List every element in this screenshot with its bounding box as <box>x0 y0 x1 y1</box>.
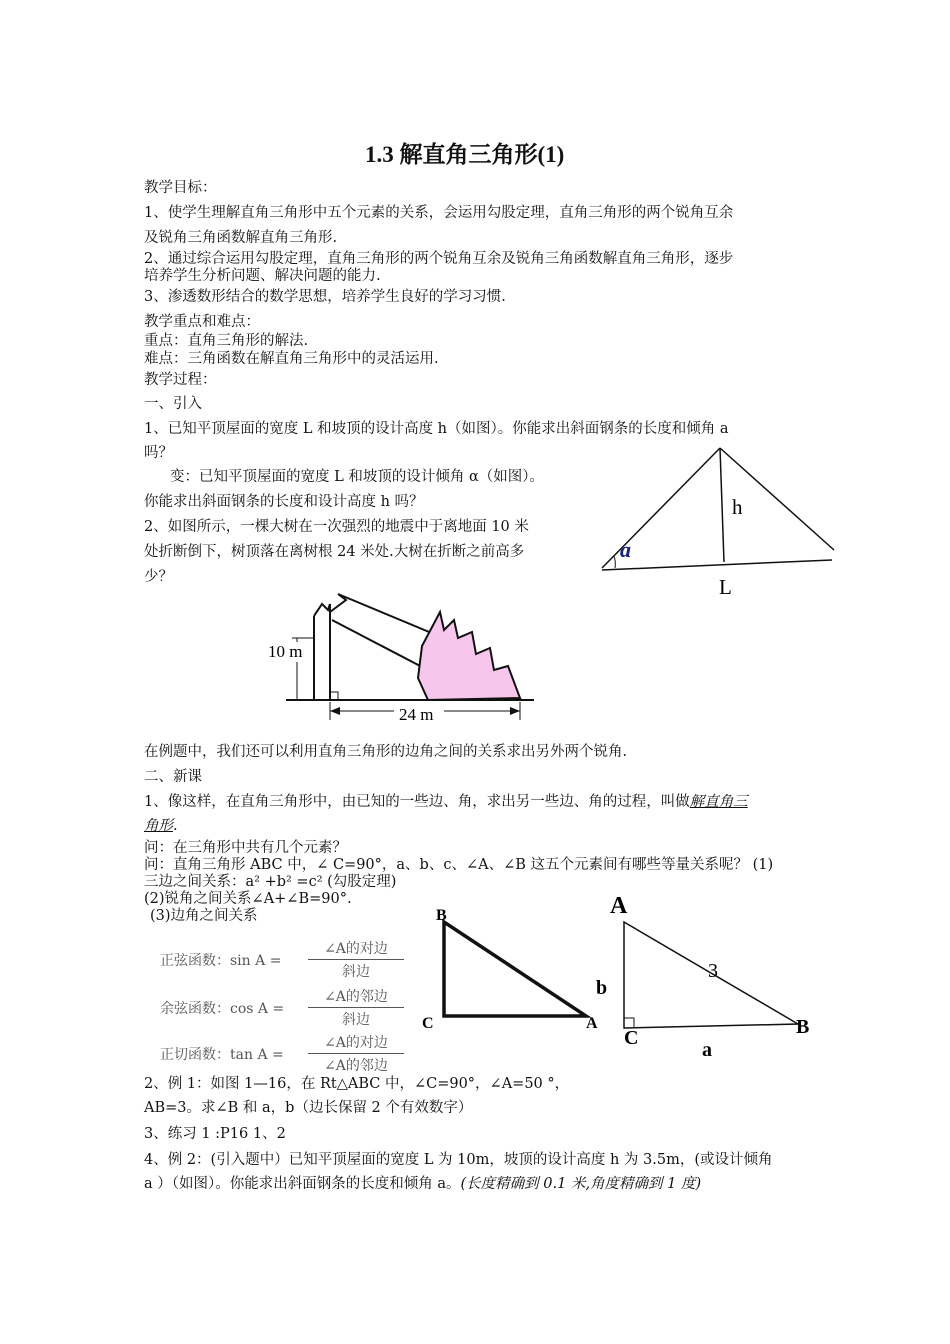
relation-text: 三边之间关系：a² +b² =c² (勾股定理) <box>144 874 397 890</box>
tree-foliage <box>418 612 520 700</box>
triangle-figure-1 <box>418 900 608 1040</box>
roof-angle-arc <box>614 556 615 568</box>
roof-alpha-label: a <box>620 537 631 562</box>
height-label: 10 m <box>268 642 303 661</box>
formula-denominator: 斜边 <box>342 964 370 980</box>
period: . <box>173 818 178 834</box>
process-heading: 教学过程： <box>144 372 217 388</box>
trunk-break <box>314 604 330 616</box>
keypoint-focus: 重点：直角三角形的解法. <box>144 333 309 349</box>
relation-text: (3)边角之间关系 <box>150 908 258 924</box>
vertex-C-label: C <box>624 1027 639 1049</box>
new-lesson-text <box>144 816 178 836</box>
variant-text: 你能求出斜面钢条的长度和设计高度 h 吗？ <box>144 494 424 510</box>
question-text: 问：在三角形中共有几个元素？ <box>144 840 347 856</box>
hyp-3-label: 3 <box>708 960 718 982</box>
cosine-formula <box>160 986 420 1030</box>
side-a-label: a <box>702 1039 712 1060</box>
roof-figure <box>596 440 846 600</box>
roof-base <box>602 560 832 570</box>
vertex-A-label: A <box>586 1015 598 1032</box>
vertex-C-label: C <box>422 1015 434 1032</box>
distance-label: 24 m <box>399 705 434 724</box>
new-lesson-text-main: 1、像这样，在直角三角形中，由已知的一些边、角，求出另一些边、角的过程，叫做 <box>144 794 690 810</box>
roof-height-line <box>720 448 724 562</box>
vertex-A-label: A <box>610 893 628 919</box>
roof-h-label: h <box>732 495 743 519</box>
example-text-main: a ）（如图）。你能求出斜面钢条的长度和倾角 a。 <box>144 1176 461 1192</box>
right-angle-mark <box>330 692 338 700</box>
section-heading: 一、引入 <box>144 396 202 412</box>
page-title: 1.3 解直角三角形(1) <box>365 142 565 167</box>
fraction-bar <box>308 1053 404 1054</box>
triangle-figure-2 <box>590 888 820 1060</box>
formula-lhs: 余弦函数：cos A = <box>160 1001 285 1017</box>
question-text: 1、已知平顶屋面的宽度 L 和坡顶的设计高度 h（如图）。你能求出斜面钢条的长度和倾角 a <box>144 421 729 437</box>
keypoint-difficulty: 难点：三角函数在解直角三角形中的灵活运用. <box>144 351 439 367</box>
fraction-bar <box>308 1007 404 1008</box>
objective-line: 2、通过综合运用勾股定理，直角三角形的两个锐角互余及锐角三角函数解直角三角形，逐步 <box>144 251 734 267</box>
objective-line: 3、渗透数形结合的数学思想，培养学生良好的学习习惯. <box>144 289 506 305</box>
formula-numerator: ∠A的对边 <box>324 1035 388 1051</box>
objectives-heading: 教学目标： <box>144 180 217 196</box>
example-text: 2、例 1：如图 1—16，在 Rt△ABC 中，∠C=90°，∠A=50 °， <box>144 1076 570 1092</box>
variant-text: 变：已知平顶屋面的宽度 L 和坡顶的设计倾角 α（如图）。 <box>170 469 544 485</box>
question-text: 问：直角三角形 ABC 中，∠ C=90°，a、b、c、∠A、∠B 这五个元素间有哪些等量关系呢？ (1) <box>144 857 774 873</box>
practice-text: 3、练习 1 :P16 1、2 <box>144 1126 286 1142</box>
fraction-bar <box>308 959 404 960</box>
formula-denominator: ∠A的邻边 <box>324 1058 388 1074</box>
example-text <box>144 1174 701 1194</box>
relation-text: (2)锐角之间关系∠A+∠B=90°. <box>144 891 352 907</box>
question-text: 2、如图所示，一棵大树在一次强烈的地震中于离地面 10 米 <box>144 519 529 535</box>
vertex-B-label: B <box>436 907 447 924</box>
example-text: 4、例 2：(引入题中）已知平顶屋面的宽度 L 为 10m，坡顶的设计高度 h 为 3.5m，(或设计倾角 <box>144 1152 773 1168</box>
fallen-bottom-edge <box>332 620 424 668</box>
formula-denominator: 斜边 <box>342 1012 370 1028</box>
term-underlined: 解直角三 <box>689 794 748 810</box>
paragraph: 在例题中，我们还可以利用直角三角形的边角之间的关系求出另外两个锐角. <box>144 744 628 760</box>
question-text: 吗？ <box>144 445 173 461</box>
objective-line: 1、使学生理解直角三角形中五个元素的关系，会运用勾股定理，直角三角形的两个锐角互余 <box>144 205 734 221</box>
tangent-formula <box>160 1032 420 1076</box>
precision-note: (长度精确到 0.1 米,角度精确到 1 度) <box>460 1176 702 1192</box>
side-b-label: b <box>596 977 608 999</box>
triangle-1-shape <box>444 922 586 1016</box>
objective-line: 培养学生分析问题、解决问题的能力. <box>144 268 381 284</box>
question-text: 少？ <box>144 569 173 585</box>
tree-figure <box>262 590 542 730</box>
vertex-B-label: B <box>796 1016 810 1038</box>
question-text: 处折断倒下，树顶落在离树根 24 米处.大树在折断之前高多 <box>144 544 525 560</box>
keypoints-heading: 教学重点和难点： <box>144 314 260 330</box>
roof-L-label: L <box>719 575 732 599</box>
formula-numerator: ∠A的邻边 <box>324 989 388 1005</box>
objective-line: 及锐角三角函数解直角三角形. <box>144 230 338 246</box>
new-lesson-text <box>144 792 748 812</box>
formula-lhs: 正切函数：tan A = <box>160 1047 284 1063</box>
formula-lhs: 正弦函数：sin A = <box>160 953 282 969</box>
formula-numerator: ∠A的对边 <box>324 941 388 957</box>
section-heading: 二、新课 <box>144 769 202 785</box>
example-text: AB=3。求∠B 和 a，b（边长保留 2 个有效数字） <box>144 1100 473 1116</box>
term-underlined: 角形 <box>144 818 173 834</box>
sine-formula <box>160 938 420 982</box>
